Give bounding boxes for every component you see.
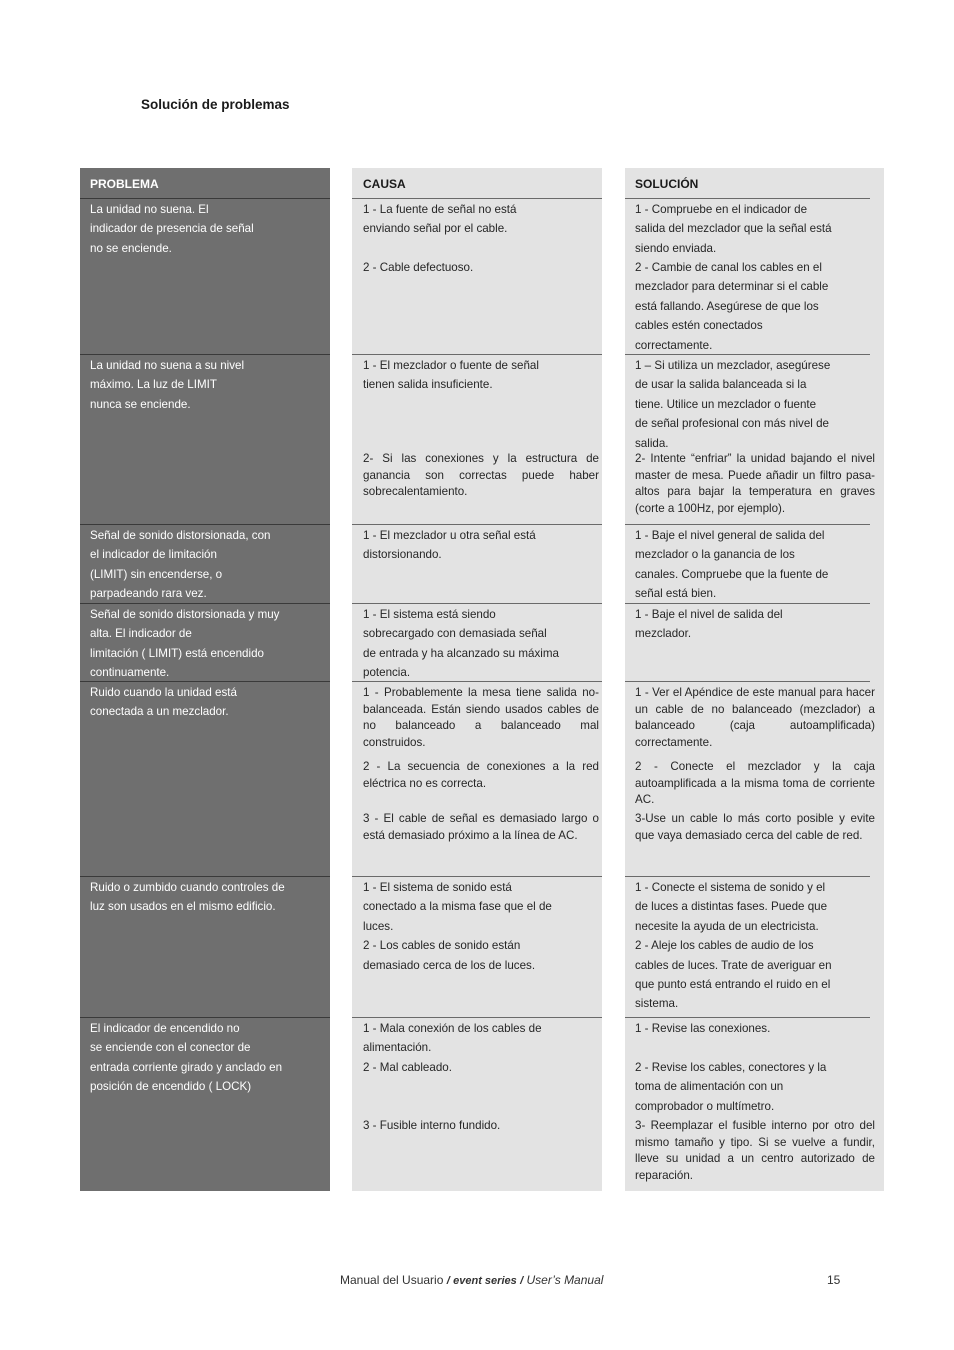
solucion-cell: 2- Intente “enfriar” la unidad bajando el nivel master de mesa. Puede añadir un filtro pasa-altos para bajar la temperatura en graves (corte a 100Hz, por ejemplo). (635, 452, 875, 515)
row-divider (80, 1017, 330, 1018)
solucion-cell: 1 - Compruebe en el indicador de salida del mezclador que la señal está siendo enviada. (635, 203, 832, 255)
causa-cell: 1 - El mezclador o fuente de señal tienen salida insuficiente. (363, 359, 539, 392)
row-divider (352, 198, 602, 199)
row-divider (352, 354, 602, 355)
causa-cell: 2- Si las conexiones y la estructura de ganancia son correctas puede haber sobrecalentamiento. (363, 452, 599, 499)
problema-cell: Ruido o zumbido cuando controles de luz son usados en el mismo edificio. (90, 881, 285, 914)
row-divider (352, 524, 602, 525)
solucion-cell: 2 - Conecte el mezclador y la caja autoamplificada a la misma toma de corriente AC. (635, 760, 875, 807)
causa-cell: 1 - Mala conexión de los cables de alimentación. 2 - Mal cableado. (363, 1022, 542, 1074)
causa-cell: 1 - El mezclador u otra señal está distorsionando. (363, 529, 536, 562)
row-divider (80, 524, 330, 525)
causa-cell: 1 - El sistema de sonido está conectado a la misma fase que el de luces. 2 - Los cables de sonido están demasiado cerca de los de luces. (363, 881, 552, 972)
row-divider (625, 524, 870, 525)
solucion-cell: 2 - Revise los cables, conectores y la toma de alimentación con un comprobador o multímetro. (635, 1061, 827, 1113)
row-divider (352, 603, 602, 604)
causa-cell: 1 - Probablemente la mesa tiene salida no-balanceada. Están siendo usados cables de no balanceado a balanceado mal construidos. (363, 686, 599, 749)
solucion-cell: 1 - Baje el nivel general de salida del mezclador o la ganancia de los canales. Compruebe que la fuente de señal está bien. (635, 529, 829, 601)
solucion-cell: 3- Reemplazar el fusible interno por otro del mismo tamaño y tipo. Si se vuelve a fundir, lleve su unidad a un centro autorizado de reparación. (635, 1119, 875, 1182)
footer (340, 1273, 603, 1287)
footer-manual-en: User’s Manual (526, 1273, 604, 1287)
problema-cell: Señal de sonido distorsionada y muy alta. El indicador de limitación ( LIMIT) está encendido continuamente. (90, 608, 280, 680)
causa-cell: 2 - La secuencia de conexiones a la red eléctrica no es correcta. (363, 760, 599, 790)
solucion-cell: 1 – Si utiliza un mezclador, asegúrese de usar la salida balanceada si la tiene. Utilice un mezclador o fuente de señal profesional con más nivel de salida. (635, 359, 831, 450)
page-title: Solución de problemas (141, 97, 290, 112)
solucion-cell: 2 - Cambie de canal los cables en el mezclador para determinar si el cable está fallando. Asegúrese de que los cables estén conectados correctamente. (635, 261, 829, 352)
header-causa: CAUSA (363, 177, 406, 191)
footer-brand: event series (453, 1275, 517, 1287)
solucion-cell: 1 - Conecte el sistema de sonido y el de luces a distintas fases. Puede que necesite la ayuda de un electricista. 2 - Aleje los cables de audio de los cables de luces. Trate de averiguar en que punto está entrando el ruido en el sistema. (635, 881, 832, 1011)
causa-cell: 1 - La fuente de señal no está enviando señal por el cable. (363, 203, 517, 236)
solucion-cell: 1 - Baje el nivel de salida del mezclador. (635, 608, 783, 641)
row-divider (80, 876, 330, 877)
problema-cell: Ruido cuando la unidad está conectada a un mezclador. (90, 686, 237, 719)
row-divider (625, 876, 870, 877)
problema-cell: El indicador de encendido no se enciende con el conector de entrada corriente girado y anclado en posición de encendido ( LOCK) (90, 1022, 283, 1094)
causa-cell: 3 - El cable de señal es demasiado largo o está demasiado próximo a la línea de AC. (363, 812, 599, 842)
row-divider (625, 1017, 870, 1018)
row-divider (352, 1017, 602, 1018)
row-divider (352, 876, 602, 877)
page-number: 15 (827, 1273, 841, 1287)
causa-cell: 3 - Fusible interno fundido. (363, 1119, 501, 1132)
row-divider (625, 198, 870, 199)
solucion-cell: 1 - Ver el Apéndice de este manual para hacer un cable de no balanceado (mezclador) a balanceado (caja autoamplificada) correctamente. (635, 686, 875, 749)
row-divider (625, 681, 870, 682)
header-problema: PROBLEMA (90, 177, 159, 191)
solucion-cell: 1 - Revise las conexiones. (635, 1022, 771, 1035)
row-divider (80, 198, 330, 199)
footer-manual-es: Manual del Usuario (340, 1273, 444, 1287)
problema-cell: La unidad no suena a su nivel máximo. La luz de LIMIT nunca se enciende. (90, 359, 245, 411)
header-solucion: SOLUCIÓN (635, 177, 699, 191)
solucion-cell: 3-Use un cable lo más corto posible y evite que vaya demasiado cerca del cable de red. (635, 812, 875, 842)
causa-cell: 1 - El sistema está siendo sobrecargado con demasiada señal de entrada y ha alcanzado su máxima potencia. (363, 608, 559, 680)
footer-separator: / (446, 1275, 450, 1287)
row-divider (80, 354, 330, 355)
footer-separator: / (520, 1275, 524, 1287)
problema-cell: Señal de sonido distorsionada, con el indicador de limitación (LIMIT) sin encenderse, o parpadeando rara vez. (90, 529, 271, 601)
causa-cell: 2 - Cable defectuoso. (363, 261, 474, 274)
problema-cell: La unidad no suena. El indicador de presencia de señal no se enciende. (90, 203, 254, 255)
